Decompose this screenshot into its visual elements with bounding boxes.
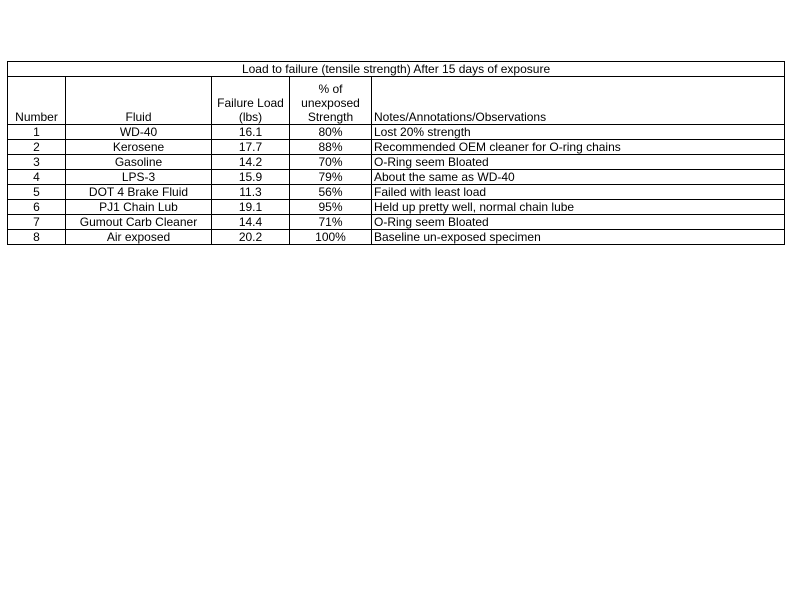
cell-percent: 71% <box>290 215 372 230</box>
cell-notes: Recommended OEM cleaner for O-ring chains <box>372 140 785 155</box>
cell-percent: 95% <box>290 200 372 215</box>
header-percent-strength: % of unexposed Strength <box>290 77 372 125</box>
cell-fluid: WD-40 <box>66 125 212 140</box>
header-number: Number <box>8 77 66 125</box>
cell-fluid: DOT 4 Brake Fluid <box>66 185 212 200</box>
table-row <box>8 140 785 155</box>
header-row <box>8 77 785 125</box>
table-row <box>8 155 785 170</box>
cell-notes: O-Ring seem Bloated <box>372 215 785 230</box>
cell-number: 6 <box>8 200 66 215</box>
cell-fluid: Gasoline <box>66 155 212 170</box>
cell-number: 4 <box>8 170 66 185</box>
table-title: Load to failure (tensile strength) After 15 days of exposure <box>8 62 785 77</box>
cell-number: 3 <box>8 155 66 170</box>
cell-number: 5 <box>8 185 66 200</box>
cell-percent: 56% <box>290 185 372 200</box>
cell-percent: 88% <box>290 140 372 155</box>
cell-load: 14.2 <box>212 155 290 170</box>
cell-notes: Failed with least load <box>372 185 785 200</box>
cell-notes: About the same as WD-40 <box>372 170 785 185</box>
cell-notes: Held up pretty well, normal chain lube <box>372 200 785 215</box>
cell-fluid: Gumout Carb Cleaner <box>66 215 212 230</box>
header-failure-load: Failure Load (lbs) <box>212 77 290 125</box>
cell-notes: Baseline un-exposed specimen <box>372 230 785 245</box>
cell-number: 1 <box>8 125 66 140</box>
table-row <box>8 200 785 215</box>
cell-notes: Lost 20% strength <box>372 125 785 140</box>
header-notes: Notes/Annotations/Observations <box>372 77 785 125</box>
cell-load: 17.7 <box>212 140 290 155</box>
cell-number: 2 <box>8 140 66 155</box>
table-row <box>8 215 785 230</box>
cell-load: 15.9 <box>212 170 290 185</box>
cell-load: 11.3 <box>212 185 290 200</box>
table-row <box>8 125 785 140</box>
results-table <box>7 61 785 245</box>
cell-load: 19.1 <box>212 200 290 215</box>
table-row <box>8 185 785 200</box>
cell-percent: 100% <box>290 230 372 245</box>
cell-fluid: Air exposed <box>66 230 212 245</box>
table-row <box>8 170 785 185</box>
cell-percent: 70% <box>290 155 372 170</box>
cell-fluid: LPS-3 <box>66 170 212 185</box>
cell-notes: O-Ring seem Bloated <box>372 155 785 170</box>
cell-percent: 79% <box>290 170 372 185</box>
cell-load: 20.2 <box>212 230 290 245</box>
cell-load: 16.1 <box>212 125 290 140</box>
cell-fluid: Kerosene <box>66 140 212 155</box>
cell-number: 8 <box>8 230 66 245</box>
cell-number: 7 <box>8 215 66 230</box>
header-fluid: Fluid <box>66 77 212 125</box>
table-row <box>8 230 785 245</box>
cell-percent: 80% <box>290 125 372 140</box>
cell-fluid: PJ1 Chain Lub <box>66 200 212 215</box>
cell-load: 14.4 <box>212 215 290 230</box>
table-title-row <box>8 62 785 77</box>
